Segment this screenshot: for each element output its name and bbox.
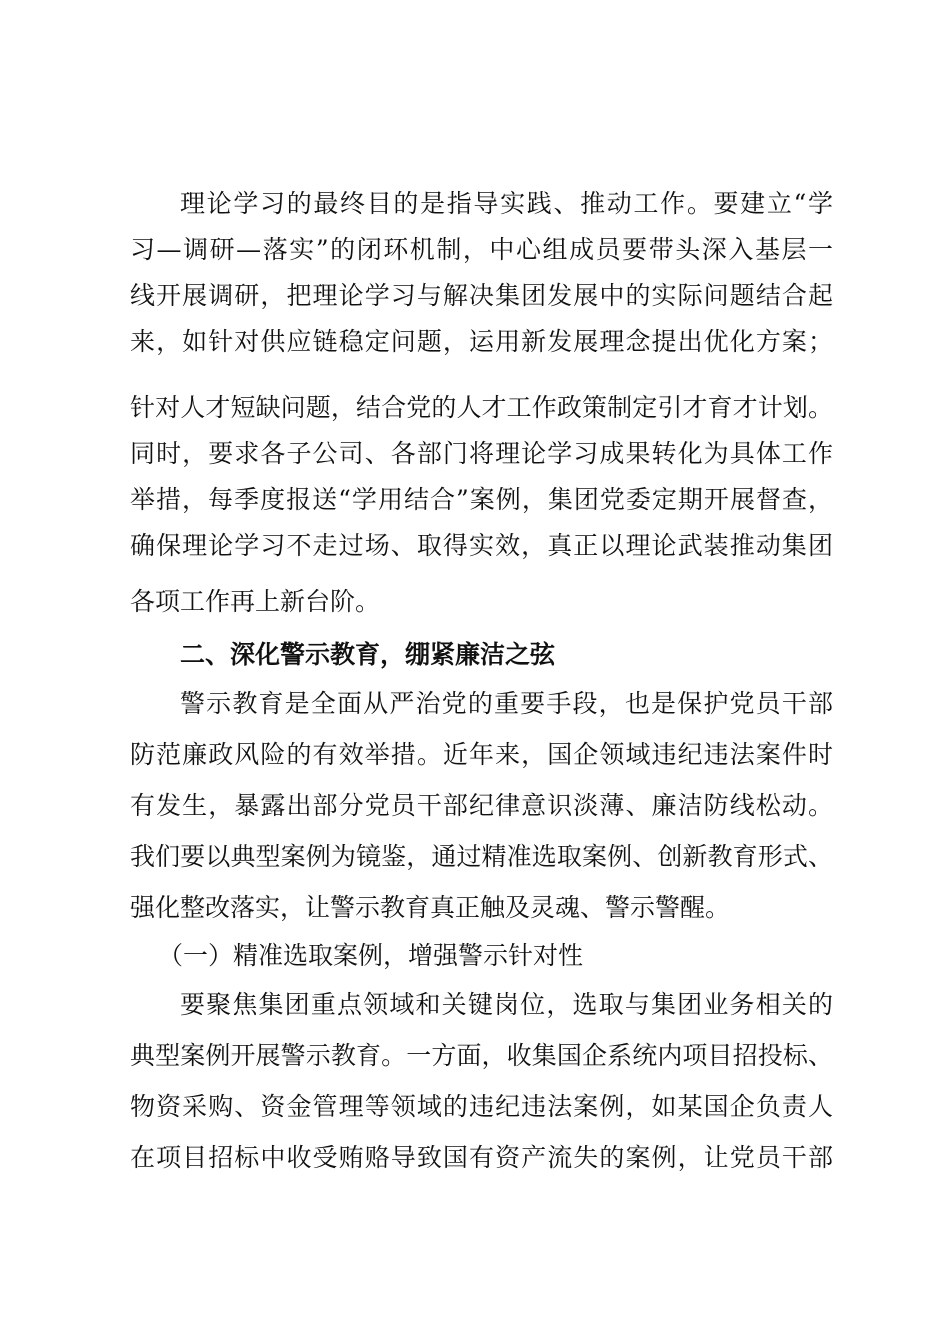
paragraph2-line-1: 警示教育是全面从严治党的重要手段，也是保护党员干部 xyxy=(180,689,833,718)
paragraph1-line-1: 理论学习的最终目的是指导实践、推动工作。要建立“学 xyxy=(180,189,833,218)
paragraph1-line-5: 针对人才短缺问题，结合党的人才工作政策制定引才育才计划。 xyxy=(130,393,833,422)
paragraph1-line-4: 来，如针对供应链稳定问题，运用新发展理念提出优化方案； xyxy=(130,327,833,356)
paragraph1-line-9: 各项工作再上新台阶。 xyxy=(130,587,381,616)
paragraph2-line-2: 防范廉政风险的有效举措。近年来，国企领域违纪违法案件时 xyxy=(130,740,833,769)
paragraph2-line-3: 有发生，暴露出部分党员干部纪律意识淡薄、廉洁防线松动。 xyxy=(130,791,833,820)
paragraph1-line-8: 确保理论学习不走过场、取得实效，真正以理论武装推动集团 xyxy=(130,531,833,560)
subsection-heading: （一）精准选取案例，增强警示针对性 xyxy=(158,941,584,970)
paragraph2-line-4: 我们要以典型案例为镜鉴，通过精准选取案例、创新教育形式、 xyxy=(130,842,833,871)
paragraph3-line-4: 在项目招标中收受贿赂导致国有资产流失的案例，让党员干部 xyxy=(130,1143,833,1172)
section-heading: 二、深化警示教育，绷紧廉洁之弦 xyxy=(180,640,556,669)
paragraph1-line-3: 线开展调研，把理论学习与解决集团发展中的实际问题结合起 xyxy=(130,281,833,310)
paragraph1-line-6: 同时，要求各子公司、各部门将理论学习成果转化为具体工作 xyxy=(130,439,833,468)
paragraph3-line-2: 典型案例开展警示教育。一方面，收集国企系统内项目招投标、 xyxy=(130,1041,833,1070)
paragraph3-line-1: 要聚焦集团重点领域和关键岗位，选取与集团业务相关的 xyxy=(180,990,833,1019)
paragraph1-line-2: 习—调研—落实”的闭环机制，中心组成员要带头深入基层一 xyxy=(130,235,833,264)
paragraph3-line-3: 物资采购、资金管理等领域的违纪违法案例，如某国企负责人 xyxy=(130,1092,833,1121)
paragraph1-line-7: 举措，每季度报送“学用结合”案例，集团党委定期开展督查， xyxy=(130,485,833,514)
paragraph2-line-5: 强化整改落实，让警示教育真正触及灵魂、警示警醒。 xyxy=(130,893,731,922)
